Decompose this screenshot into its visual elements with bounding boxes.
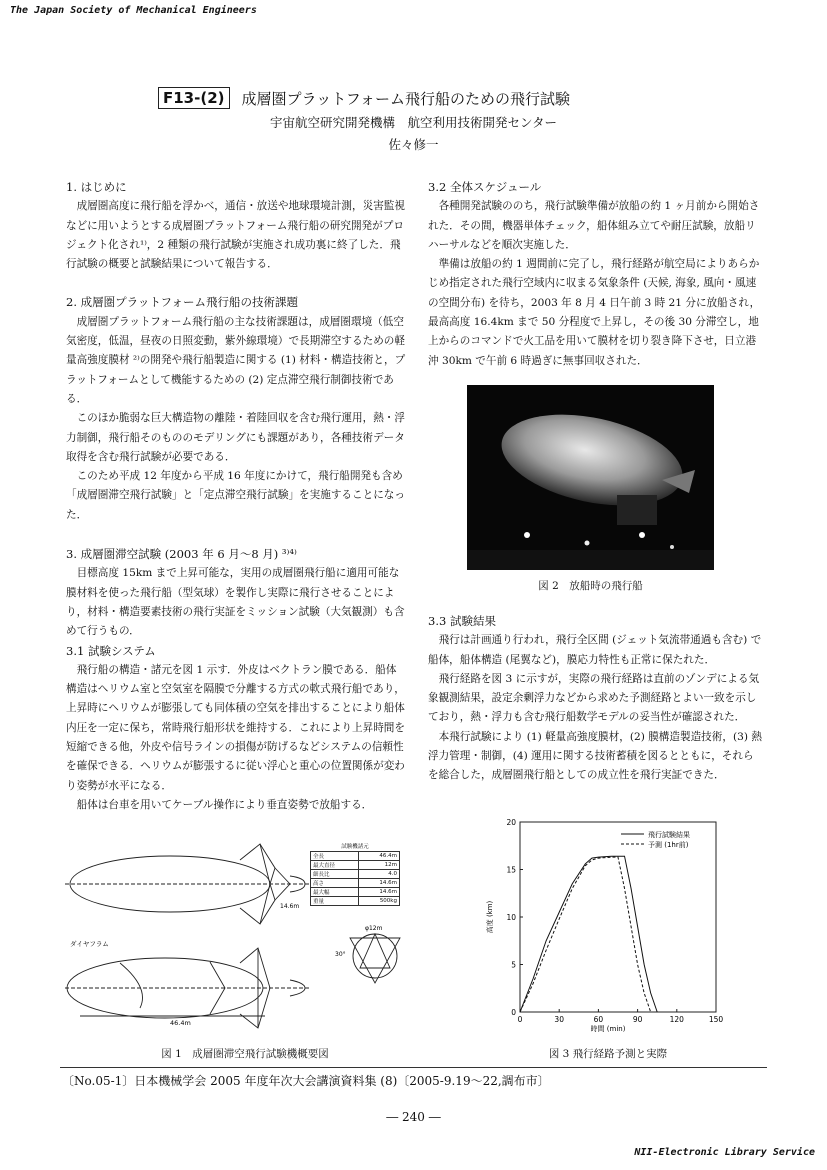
footer-rule xyxy=(60,1067,767,1068)
section-2-paragraph-2: このほか脆弱な巨大構造物の離陸・着陸回収を含む飛行運用，熱・浮力制御，飛行船そのもののモデリングにも課題があり，各種技術データ取得を含む飛行試験が必要である． xyxy=(66,412,405,463)
spec-value: 12m xyxy=(359,861,400,870)
section-3-1-paragraph-2: 船体は台車を用いてケーブル操作により垂直姿勢で放船する． xyxy=(76,798,373,811)
y-tick-label: 10 xyxy=(506,913,516,922)
x-tick-label: 150 xyxy=(708,1015,724,1024)
spec-key: 高さ xyxy=(311,879,359,888)
paper-title: 成層圏プラットフォーム飛行船のための飛行試験 xyxy=(241,89,571,108)
x-tick-label: 30 xyxy=(554,1015,564,1024)
x-tick-label: 60 xyxy=(593,1015,604,1024)
section-3-heading: 3. 成層圏滞空試験 (2003 年 6 月～8 月) ³⁾⁴⁾ xyxy=(66,547,297,562)
spec-value: 500kg xyxy=(359,897,400,906)
y-tick-label: 0 xyxy=(511,1008,516,1017)
spec-key: 最大幅 xyxy=(311,888,359,897)
section-2-paragraph-3: このため平成 12 年度から平成 16 年度にかけて，飛行船開発も含め「成層圏滞空飛行試験」と「定点滞空飛行試験」を実施することになった． xyxy=(66,470,405,521)
spec-value: 4.0 xyxy=(359,870,400,879)
spec-value: 14.6m xyxy=(359,879,400,888)
section-3-3-heading: 3.3 試験結果 xyxy=(428,614,496,628)
society-header: The Japan Society of Mechanical Engineers xyxy=(10,5,257,16)
legend-label: 予測 (1hr前) xyxy=(648,841,689,849)
fig3-caption: 図 3 飛行経路予測と実際 xyxy=(548,1048,668,1060)
spec-table-title: 試験機諸元 xyxy=(341,844,369,850)
spec-row xyxy=(311,888,400,897)
section-3-1-heading: 3.1 試験システム xyxy=(66,643,156,658)
length-label: 46.4m xyxy=(170,1019,191,1027)
section-3-1-paragraph-1: 飛行船の構造・諸元を図 1 示す．外皮はベクトラン膜である．船体構造はヘリウム室と空気室を隔膜で分離する方式の軟式飛行船であり，上昇時にヘリウムが膨張しても同体積の空気を排出することにより船体内圧を一定に保ち，常時飛行船形状を維持する．これにより上昇時間を短縮できる他，外皮や信号ラインの損傷が防げるなどシステムの信頼性を確保できる．ヘリウムが膨張するに従い浮心と重心の位置関係が変わり姿勢が水平になる． xyxy=(66,663,405,792)
affiliation: 宇宙航空研究開発機構 航空利用技術開発センター xyxy=(269,115,557,130)
spec-key: 重量 xyxy=(311,897,359,906)
section-3-2-paragraph-2: 準備は放船の約 1 週間前に完了し，飛行経路が航空局によりあらかじめ指定された飛行空域内に収まる気象条件 (天候, 海象, 風向・風速の空間分布) を待ち，2003 年 8 月 4 日午前 3 時 21 分に放船され，最高高度 16.4km まで 50 分程度で上昇し，その後 30 分滞空し，地上からのコマンドで火工品を用いて膜材を切り裂き降下させ，日立港沖 30km で午前 6 時過ぎに無事回収された． xyxy=(428,258,761,367)
section-3-2-paragraph-1: 各種開発試験ののち，飛行試験準備が放船の約 1 ヶ月前から開始された．その間，機器単体チェック，船体組み立てや耐圧試験，放船リハーサルなどを順次実施した． xyxy=(428,200,760,251)
spec-value: 14.6m xyxy=(359,888,400,897)
x-tick-label: 0 xyxy=(517,1015,523,1024)
spec-table xyxy=(310,842,400,906)
fig2-caption: 図 2 放船時の飛行船 xyxy=(538,580,643,592)
section-3-2-heading: 3.2 全体スケジュール xyxy=(428,180,542,194)
spec-value: 46.4m xyxy=(359,852,400,861)
launch-photo xyxy=(467,385,714,570)
plot-frame xyxy=(520,822,716,1012)
y-tick-label: 15 xyxy=(506,865,516,875)
spec-key: 全長 xyxy=(311,852,359,861)
x-axis-label: 時間 (min) xyxy=(590,1025,626,1033)
left-column xyxy=(66,178,406,815)
author: 佐々修一 xyxy=(388,137,439,152)
right-column-bottom xyxy=(428,612,762,786)
diameter-label: φ12m xyxy=(365,925,383,932)
title-block xyxy=(158,87,570,109)
proceedings-footer: 〔No.05-1〕日本機械学会 2005 年度年次大会講演資料集 (8)〔2005-9.19～22,調布市〕 xyxy=(62,1074,550,1088)
spec-key: 最大直径 xyxy=(311,861,359,870)
series-line-0 xyxy=(520,856,657,1012)
spec-row xyxy=(311,852,400,861)
paper-code: F13-(2) xyxy=(158,87,230,109)
spec-table-body xyxy=(310,851,400,906)
height-label: 14.6m xyxy=(280,903,300,910)
series-line-1 xyxy=(520,857,651,1012)
section-3-3-paragraph-3: 本飛行試験により (1) 軽量高強度膜材，(2) 膜構造製造技術，(3) 熱浮力管理・制御，(4) 運用に関する技術蓄積を図るとともに，それらを総合した，成層圏飛行船としての成立性を飛行実証できた． xyxy=(428,730,762,782)
legend-label: 飛行試験結果 xyxy=(648,831,690,839)
spec-key: 細長比 xyxy=(311,870,359,879)
y-tick-label: 5 xyxy=(511,960,516,970)
section-2-paragraph-1: 成層圏プラットフォーム飛行船の主な技術課題は，成層圏環境（低空気密度，低温，昼夜の日照変動，紫外線環境）で長期滞空するための軽量高強度膜材 ²⁾の開発や飛行船製造に関する (1) 材料・構造技術と，プラットフォームとして機能するための (2) 定点滞空飛行制御技術である． xyxy=(66,315,406,405)
spec-row xyxy=(311,879,400,888)
figure-3 xyxy=(478,812,738,1040)
section-1-heading: 1. はじめに xyxy=(66,180,127,194)
service-footer: NII-Electronic Library Service xyxy=(634,1147,815,1158)
page-number: ― 240 ― xyxy=(386,1110,441,1124)
fig1-caption: 図 1 成層圏滞空飛行試験機概要図 xyxy=(161,1048,329,1060)
x-tick-label: 90 xyxy=(632,1015,643,1024)
section-2-heading: 2. 成層圏プラットフォーム飛行船の技術課題 xyxy=(66,295,298,310)
airship-photo-drawing xyxy=(467,385,714,570)
diaphragm-label: ダイヤフラム xyxy=(70,940,109,948)
spec-row xyxy=(311,870,400,879)
section-1-paragraph: 成層圏高度に飛行船を浮かべ，通信・放送や地球環境計測，災害監視などに用いようとする成層圏プラットフォーム飛行船の研究開発がプロジェクト化され¹⁾，2 種類の飛行試験が実施され成功裏に終了した．飛行試験の概要と試験結果について報告する． xyxy=(66,200,405,271)
y-axis-label: 高度 (km) xyxy=(486,900,494,934)
section-3-3-paragraph-1: 飛行は計画通り行われ，飛行全区間 (ジェット気流帯通過も含む) で船体，船体構造 (尾翼など)，膜応力特性も正常に保たれた． xyxy=(428,634,762,666)
spec-row xyxy=(311,861,400,870)
spec-row xyxy=(311,897,400,906)
section-3-paragraph: 目標高度 15km まで上昇可能な，実用の成層圏飛行船に適用可能な膜材料を使った飛行船（型気球）を製作し実際に飛行させることにより，材料・構造要素技術の飛行実証をミッション試験（大気観測）も含めて行うもの． xyxy=(66,567,405,638)
angle-label: 30° xyxy=(335,951,346,958)
section-3-3-paragraph-2: 飛行経路を図 3 に示すが，実際の飛行経路は直前のゾンデによる気象観測結果，設定余剰浮力などから求めた予測経路とよい一致を示しており，熱・浮力も含む飛行船数学モデルの妥当性が確認された． xyxy=(428,672,760,724)
flight-altitude-chart xyxy=(478,812,738,1040)
figure-1 xyxy=(60,838,430,1038)
right-column-top xyxy=(428,178,762,371)
x-tick-label: 120 xyxy=(669,1015,684,1024)
y-tick-label: 20 xyxy=(506,818,516,827)
